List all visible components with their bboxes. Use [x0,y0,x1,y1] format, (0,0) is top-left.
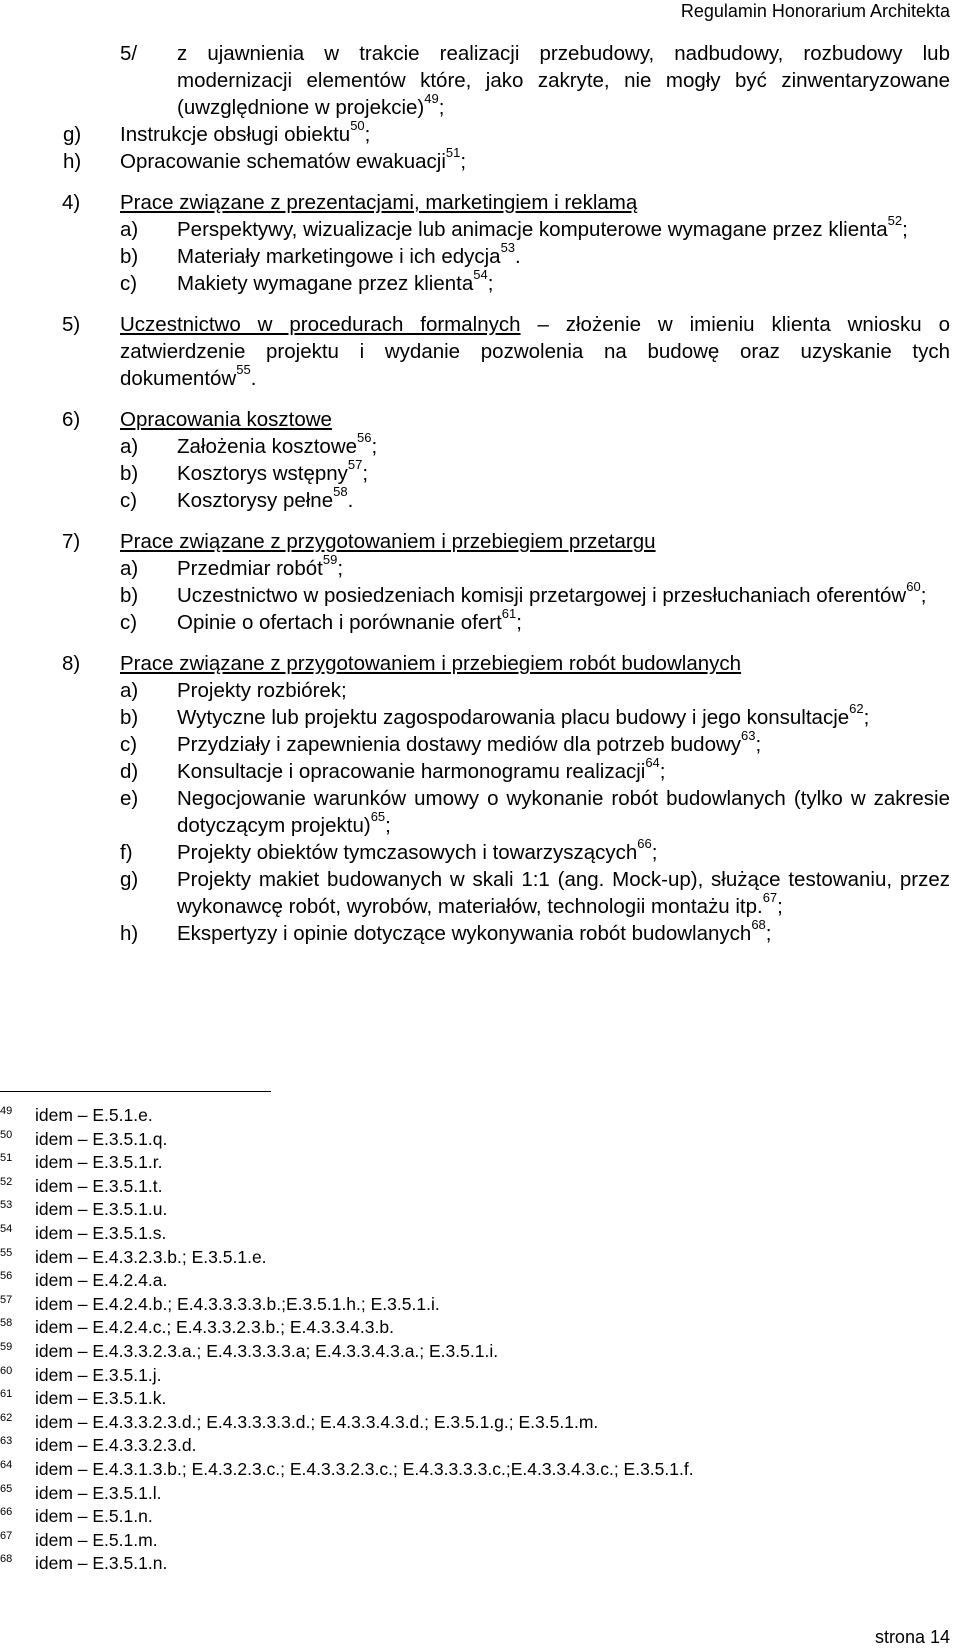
footnote [0,1269,694,1293]
list-item [120,701,950,731]
footnote-ref[interactable]: 62 [849,701,864,717]
item-text: Przedmiar robót$^{59}$; [177,552,344,580]
item-label: 5/ [120,42,138,65]
list-item [120,728,950,758]
footnote-number: 55 [0,1246,13,1259]
footnote-ref[interactable]: 54 [473,267,488,283]
footnote [0,1552,694,1576]
footnote [0,1411,694,1435]
page-header-title: Regulamin Honorarium Architekta [680,1,950,21]
list-item [120,579,950,609]
footnote [0,1505,694,1529]
list-item [120,677,950,704]
footnote-ref[interactable]: 61 [501,606,517,622]
footnote-number: 54 [0,1222,13,1235]
footnote-ref[interactable]: 49 [424,91,439,107]
footnote-text: idem – E.3.5.1.q. [35,1128,168,1149]
footnote-number: 57 [0,1293,13,1306]
footnote [0,1246,694,1270]
section-7 [62,528,950,636]
item-label: c) [120,272,138,295]
continued-items [63,40,950,175]
section-number: 6) [62,408,81,431]
item-text: Wytyczne lub projektu zagospodarowania placu budowy i jego konsultacje$^{62}$; [177,701,870,729]
footnote-number: 63 [0,1435,13,1448]
footnote [0,1529,694,1553]
footnote [0,1482,694,1506]
list-item [63,118,950,148]
footnote-number: 66 [0,1506,13,1519]
item-text: Negocjowanie warunków umowy o wykonanie robót budowlanych (tylko w zakresie dotyczącym projektu)$^{65}$; [177,787,950,837]
item-text: Kosztorysy pełne$^{58}$. [177,484,354,512]
page-number: strona 14 [874,1627,950,1647]
list-item [120,457,950,487]
footnote-ref[interactable]: 68 [751,917,766,933]
list-item [120,836,950,866]
item-text: Opracowanie schematów ewakuacji$^{51}$; [120,145,467,173]
item-text: Opinie o ofertach i porównanie ofert$^{61}$; [177,606,522,634]
footnote-ref[interactable]: 57 [347,457,363,473]
footnote-ref[interactable]: 55 [236,362,251,378]
section-6 [62,406,950,514]
item-text: Projekty rozbiórek; [177,679,347,702]
section-5 [62,311,950,392]
footnote-ref[interactable]: 58 [333,484,348,500]
footnote [0,1387,694,1411]
footnote-text: idem – E.4.3.3.2.3.a.; E.4.3.3.3.3.a; E.4.3.3.4.3.a.; E.3.5.1.i. [35,1340,499,1361]
footnote [0,1316,694,1340]
footnote-text: idem – E.3.5.1.l. [35,1482,162,1503]
item-text: Materiały marketingowe i ich edycja$^{53}$. [177,240,521,268]
item-text: z ujawnienia w trakcie realizacji przebudowy, nadbudowy, rozbudowy lub modernizacji elementów które, jako zakryte, nie mogły być zinwentaryzowane (uwzględnione w projekcie)$^{49}$; [177,42,950,119]
footnote-text: idem – E.4.2.4.c.; E.4.3.3.2.3.b.; E.4.3.3.4.3.b. [35,1317,394,1338]
item-label: b) [120,584,139,607]
footnote [0,1364,694,1388]
footnote-text: idem – E.4.3.3.2.3.d. [35,1435,197,1456]
footnote [0,1175,694,1199]
section-title: Prace związane z przygotowaniem i przebiegiem przetargu [120,530,656,553]
list-item [120,785,950,839]
footnote-text: idem – E.3.5.1.j. [35,1364,162,1385]
footnote-number: 60 [0,1364,13,1377]
item-label: a) [120,218,139,241]
section-4 [62,189,950,297]
footnote-ref[interactable]: 53 [500,240,516,256]
section-description: – złożenie w imieniu klienta wniosku o zatwierdzenie projektu i wydanie pozwolenia na budowę oraz uzyskanie tych dokumentów [120,313,951,390]
footnote-number: 59 [0,1340,13,1353]
footnote-ref[interactable]: 65 [370,809,386,825]
list-item [120,40,950,121]
footnote-text: idem – E.3.5.1.k. [35,1388,167,1409]
footnote-ref[interactable]: 51 [445,145,461,161]
section-number: 4) [62,191,81,214]
footnote-number: 52 [0,1175,13,1188]
footnote-text: idem – E.3.5.1.t. [35,1175,163,1196]
item-label: b) [120,706,139,729]
footnote-text: idem – E.4.3.3.2.3.d.; E.4.3.3.3.3.d.; E.4.3.3.4.3.d.; E.3.5.1.g.; E.3.5.1.m. [35,1411,599,1432]
item-label: c) [120,611,138,634]
list-item [63,145,950,175]
item-label: a) [120,435,139,458]
section-number: 7) [62,530,81,553]
footnote-number: 61 [0,1388,13,1401]
list-item [120,606,950,636]
item-text: Perspektywy, wizualizacje lub animacje komputerowe wymagane przez klienta$^{52}$; [177,213,908,241]
section-title: Prace związane z przygotowaniem i przebiegiem robót budowlanych [120,652,742,675]
footnote-ref[interactable]: 52 [887,213,903,229]
footnote-ref[interactable]: 60 [906,579,921,595]
item-text: Instrukcje obsługi obiektu$^{50}$; [120,118,371,146]
item-text: Ekspertyzy i opinie dotyczące wykonywania robót budowlanych$^{68}$; [177,917,772,945]
item-label: g) [63,123,82,146]
item-text: Konsultacje i opracowanie harmonogramu realizacji$^{64}$; [177,755,666,783]
footnote-number: 51 [0,1152,13,1165]
footnote-text: idem – E.4.2.4.b.; E.4.3.3.3.3.b.;E.3.5.1.h.; E.3.5.1.i. [35,1293,440,1314]
footnote [0,1434,694,1458]
section-title: Prace związane z prezentacjami, marketingiem i reklamą [120,191,638,214]
footnote-number: 67 [0,1529,13,1542]
footnote-ref[interactable]: 50 [350,118,365,134]
footnote-number: 62 [0,1411,13,1424]
footnote-number: 53 [0,1199,13,1212]
footnote-number: 64 [0,1458,13,1471]
footnote [0,1198,694,1222]
footnote-ref[interactable]: 66 [637,836,652,852]
footnote-number: 56 [0,1270,13,1283]
footnote-text: idem – E.4.3.2.3.b.; E.3.5.1.e. [35,1246,267,1267]
item-text: Makiety wymagane przez klienta$^{54}$; [177,267,494,295]
item-label: g) [120,868,139,891]
footnote-text: idem – E.5.1.m. [35,1529,158,1550]
item-label: b) [120,245,139,268]
footnote [0,1128,694,1152]
section-number: 5) [62,313,81,336]
item-label: a) [120,679,139,702]
list-item [120,866,950,920]
footnote-number: 65 [0,1482,13,1495]
footnote-ref[interactable]: 64 [645,755,660,771]
list-item [120,484,950,514]
footnote [0,1104,694,1128]
item-label: h) [120,922,139,945]
footnote-number: 50 [0,1128,13,1141]
section-8 [62,650,950,947]
item-text: Przydziały i zapewnienia dostawy mediów dla potrzeb budowy$^{63}$; [177,728,762,756]
item-text: Projekty obiektów tymczasowych i towarzyszących$^{66}$; [177,836,658,864]
item-label: a) [120,557,139,580]
footnote-text: idem – E.5.1.e. [35,1105,153,1125]
item-label: c) [120,489,138,512]
list-item [120,430,950,460]
section-paragraph: Uczestnictwo w procedurach formalnych – złożenie w imieniu klienta wniosku o zatwierdzenie projektu i wydanie pozwolenia na budowę oraz uzyskanie tych dokumentów$^{55}$. [120,313,951,390]
footnote-ref[interactable]: 67 [762,890,778,906]
footnote-ref[interactable]: 59 [322,552,338,568]
item-label: e) [120,787,139,810]
item-label: c) [120,733,138,756]
item-label: f) [120,841,133,864]
footnote-ref[interactable]: 63 [741,728,756,744]
item-label: b) [120,462,139,485]
item-text: Kosztorys wstępny$^{57}$; [177,457,369,485]
footnote-text: idem – E.3.5.1.n. [35,1553,168,1574]
footnote-text: idem – E.3.5.1.r. [35,1152,163,1173]
footnote-ref[interactable]: 56 [357,430,372,446]
footnote [0,1151,694,1175]
list-item [120,213,950,243]
item-text: Uczestnictwo w posiedzeniach komisji przetargowej i przesłuchaniach oferentów$^{60}$; [177,579,927,607]
section-title: Uczestnictwo w procedurach formalnych [120,313,521,336]
footnote [0,1293,694,1317]
list-item [120,267,950,297]
item-label: d) [120,760,139,783]
section-number: 8) [62,652,81,675]
footnotes [0,1104,694,1576]
list-item [120,240,950,270]
footnote-text: idem – E.4.2.4.a. [35,1270,168,1291]
item-label: h) [63,150,82,173]
footnote-text: idem – E.4.3.1.3.b.; E.4.3.2.3.c.; E.4.3.3.2.3.c.; E.4.3.3.3.3.c.;E.4.3.3.4.3.c.; E.3.5.1.f. [35,1458,694,1479]
footnote-text: idem – E.3.5.1.s. [35,1222,167,1243]
footnote [0,1222,694,1246]
section-title: Opracowania kosztowe [120,408,332,431]
footnote [0,1458,694,1482]
document-body [62,40,950,947]
footnote [0,1340,694,1364]
list-item [120,755,950,785]
list-item [120,917,950,947]
item-text: Założenia kosztowe$^{56}$; [177,430,378,458]
footnote-number: 49 [0,1105,13,1117]
footnote-text: idem – E.5.1.n. [35,1506,153,1527]
list-item [120,552,950,582]
footnote-number: 58 [0,1317,13,1330]
footnote-separator [0,1091,271,1092]
footnote-number: 68 [0,1553,13,1566]
footnote-text: idem – E.3.5.1.u. [35,1199,168,1220]
item-text: Projekty makiet budowanych w skali 1:1 (ang. Mock-up), służące testowaniu, przez wykonawcę robót, wyrobów, materiałów, technologii montażu itp.$^{67}$; [177,868,950,918]
